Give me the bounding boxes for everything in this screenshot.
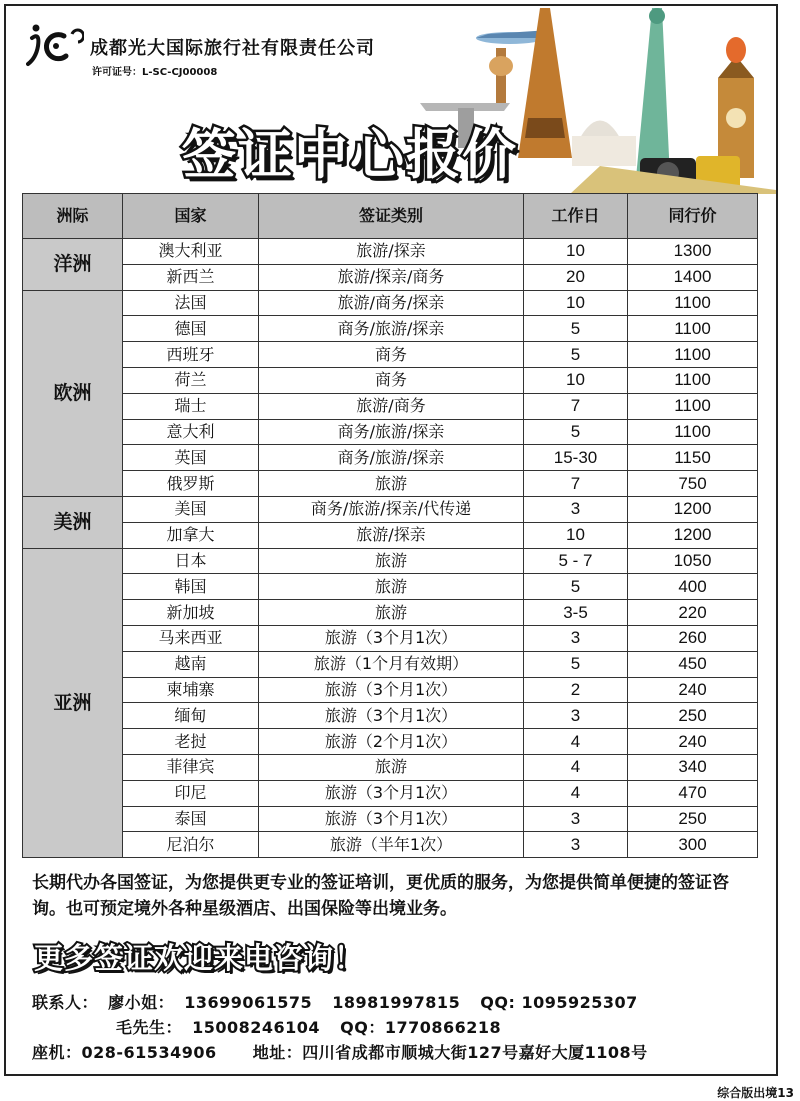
country-cell: 马来西亚 xyxy=(123,625,259,651)
company-logo-icon xyxy=(26,22,84,68)
visa-type-cell: 旅游 xyxy=(259,754,524,780)
price-cell: 1300 xyxy=(628,239,758,265)
country-cell: 英国 xyxy=(123,445,259,471)
visa-type-cell: 商务/旅游/探亲 xyxy=(259,316,524,342)
price-cell: 400 xyxy=(628,574,758,600)
workdays-cell: 5 xyxy=(524,419,628,445)
qq-1: QQ: 1095925307 xyxy=(480,993,638,1012)
country-cell: 法国 xyxy=(123,290,259,316)
price-cell: 1050 xyxy=(628,548,758,574)
header-visa-type: 签证类别 xyxy=(259,194,524,239)
table-row xyxy=(23,496,758,522)
landline: 座机：028-61534906 xyxy=(32,1043,217,1062)
visa-type-cell: 旅游（2个月1次） xyxy=(259,729,524,755)
table-row xyxy=(23,677,758,703)
price-cell: 260 xyxy=(628,625,758,651)
continent-cell: 亚洲 xyxy=(23,548,123,858)
visa-price-table xyxy=(22,193,758,858)
table-row xyxy=(23,239,758,265)
price-cell: 340 xyxy=(628,754,758,780)
header-continent: 洲际 xyxy=(23,194,123,239)
contact-line-3 xyxy=(32,1040,648,1063)
workdays-cell: 10 xyxy=(524,239,628,265)
table-header-row xyxy=(23,194,758,239)
workdays-cell: 3 xyxy=(524,703,628,729)
visa-type-cell: 旅游 xyxy=(259,600,524,626)
country-cell: 意大利 xyxy=(123,419,259,445)
country-cell: 尼泊尔 xyxy=(123,832,259,858)
country-cell: 越南 xyxy=(123,651,259,677)
price-cell: 750 xyxy=(628,471,758,497)
country-cell: 菲律宾 xyxy=(123,754,259,780)
table-row xyxy=(23,651,758,677)
call-to-action: 更多签证欢迎来电咨询！ xyxy=(34,941,365,975)
visa-type-cell: 旅游（3个月1次） xyxy=(259,806,524,832)
price-cell: 450 xyxy=(628,651,758,677)
license-number: 许可证号：L-SC-CJ00008 xyxy=(92,67,218,78)
country-cell: 泰国 xyxy=(123,806,259,832)
price-cell: 1100 xyxy=(628,367,758,393)
table-row xyxy=(23,729,758,755)
table-row xyxy=(23,367,758,393)
workdays-cell: 4 xyxy=(524,780,628,806)
company-name: 成都光大国际旅行社有限责任公司 xyxy=(90,38,375,59)
country-cell: 柬埔寨 xyxy=(123,677,259,703)
header-workdays: 工作日 xyxy=(524,194,628,239)
workdays-cell: 5 xyxy=(524,316,628,342)
workdays-cell: 7 xyxy=(524,393,628,419)
visa-type-cell: 商务/旅游/探亲 xyxy=(259,419,524,445)
country-cell: 西班牙 xyxy=(123,342,259,368)
continent-cell: 美洲 xyxy=(23,496,123,548)
country-cell: 德国 xyxy=(123,316,259,342)
country-cell: 美国 xyxy=(123,496,259,522)
phone-2: 18981997815 xyxy=(332,993,461,1012)
workdays-cell: 2 xyxy=(524,677,628,703)
country-cell: 俄罗斯 xyxy=(123,471,259,497)
visa-type-cell: 商务/旅游/探亲/代传递 xyxy=(259,496,524,522)
visa-type-cell: 旅游 xyxy=(259,471,524,497)
table-row xyxy=(23,703,758,729)
workdays-cell: 10 xyxy=(524,522,628,548)
contact-person-1: 廖小姐： xyxy=(108,993,175,1012)
workdays-cell: 15-30 xyxy=(524,445,628,471)
contact-line-1 xyxy=(32,990,638,1013)
address: 地址：四川省成都市顺城大街127号嘉好大厦1108号 xyxy=(252,1043,648,1062)
workdays-cell: 10 xyxy=(524,290,628,316)
workdays-cell: 5 xyxy=(524,651,628,677)
table-row xyxy=(23,780,758,806)
country-cell: 荷兰 xyxy=(123,367,259,393)
table-row xyxy=(23,832,758,858)
table-row xyxy=(23,264,758,290)
country-cell: 加拿大 xyxy=(123,522,259,548)
workdays-cell: 4 xyxy=(524,729,628,755)
visa-type-cell: 旅游（1个月有效期） xyxy=(259,651,524,677)
table-row xyxy=(23,625,758,651)
visa-type-cell: 旅游（3个月1次） xyxy=(259,625,524,651)
page-footer: 综合版出境13 xyxy=(717,1086,794,1100)
country-cell: 瑞士 xyxy=(123,393,259,419)
header-price: 同行价 xyxy=(628,194,758,239)
table-row xyxy=(23,522,758,548)
price-cell: 1100 xyxy=(628,342,758,368)
contact-label: 联系人： xyxy=(32,993,99,1012)
table-row xyxy=(23,445,758,471)
visa-type-cell: 旅游/探亲/商务 xyxy=(259,264,524,290)
visa-type-cell: 旅游 xyxy=(259,574,524,600)
country-cell: 缅甸 xyxy=(123,703,259,729)
continent-cell: 欧洲 xyxy=(23,290,123,496)
country-cell: 韩国 xyxy=(123,574,259,600)
price-cell: 470 xyxy=(628,780,758,806)
workdays-cell: 3 xyxy=(524,832,628,858)
continent-cell: 洋洲 xyxy=(23,239,123,291)
price-cell: 240 xyxy=(628,729,758,755)
contact-person-2: 毛先生： xyxy=(116,1018,183,1037)
price-cell: 240 xyxy=(628,677,758,703)
workdays-cell: 3-5 xyxy=(524,600,628,626)
price-cell: 1100 xyxy=(628,393,758,419)
workdays-cell: 10 xyxy=(524,367,628,393)
price-cell: 1200 xyxy=(628,522,758,548)
price-cell: 1400 xyxy=(628,264,758,290)
workdays-cell: 5 xyxy=(524,574,628,600)
price-cell: 1100 xyxy=(628,290,758,316)
table-row xyxy=(23,471,758,497)
workdays-cell: 7 xyxy=(524,471,628,497)
price-cell: 1100 xyxy=(628,316,758,342)
price-cell: 300 xyxy=(628,832,758,858)
table-row xyxy=(23,316,758,342)
table-row xyxy=(23,548,758,574)
workdays-cell: 5 xyxy=(524,342,628,368)
country-cell: 印尼 xyxy=(123,780,259,806)
workdays-cell: 3 xyxy=(524,496,628,522)
table-row xyxy=(23,754,758,780)
page-headline: 签证中心报价 xyxy=(182,123,518,186)
table-row xyxy=(23,342,758,368)
price-cell: 1200 xyxy=(628,496,758,522)
visa-type-cell: 旅游 xyxy=(259,548,524,574)
table-row xyxy=(23,600,758,626)
table-row xyxy=(23,393,758,419)
header-country: 国家 xyxy=(123,194,259,239)
visa-type-cell: 旅游/探亲 xyxy=(259,239,524,265)
workdays-cell: 3 xyxy=(524,625,628,651)
visa-type-cell: 旅游/商务/探亲 xyxy=(259,290,524,316)
workdays-cell: 20 xyxy=(524,264,628,290)
visa-type-cell: 旅游/探亲 xyxy=(259,522,524,548)
price-cell: 220 xyxy=(628,600,758,626)
visa-type-cell: 旅游（半年1次） xyxy=(259,832,524,858)
visa-type-cell: 旅游（3个月1次） xyxy=(259,703,524,729)
workdays-cell: 3 xyxy=(524,806,628,832)
country-cell: 日本 xyxy=(123,548,259,574)
workdays-cell: 4 xyxy=(524,754,628,780)
country-cell: 新西兰 xyxy=(123,264,259,290)
phone-3: 15008246104 xyxy=(192,1018,321,1037)
service-intro: 长期代办各国签证，为您提供更专业的签证培训，更优质的服务，为您提供简单便捷的签证咨询。也可预定境外各种星级酒店、出国保险等出境业务。 xyxy=(32,873,729,919)
price-cell: 1100 xyxy=(628,419,758,445)
price-cell: 250 xyxy=(628,806,758,832)
table-row xyxy=(23,574,758,600)
country-cell: 新加坡 xyxy=(123,600,259,626)
table-row xyxy=(23,806,758,832)
country-cell: 澳大利亚 xyxy=(123,239,259,265)
table-row xyxy=(23,290,758,316)
visa-type-cell: 商务 xyxy=(259,367,524,393)
visa-type-cell: 旅游/商务 xyxy=(259,393,524,419)
country-cell: 老挝 xyxy=(123,729,259,755)
visa-type-cell: 旅游（3个月1次） xyxy=(259,780,524,806)
visa-type-cell: 商务 xyxy=(259,342,524,368)
visa-type-cell: 旅游（3个月1次） xyxy=(259,677,524,703)
table-row xyxy=(23,419,758,445)
qq-2: QQ：1770866218 xyxy=(340,1018,502,1037)
phone-1: 13699061575 xyxy=(184,993,313,1012)
visa-type-cell: 商务/旅游/探亲 xyxy=(259,445,524,471)
price-cell: 250 xyxy=(628,703,758,729)
contact-line-2 xyxy=(32,1015,501,1038)
workdays-cell: 5 - 7 xyxy=(524,548,628,574)
price-cell: 1150 xyxy=(628,445,758,471)
